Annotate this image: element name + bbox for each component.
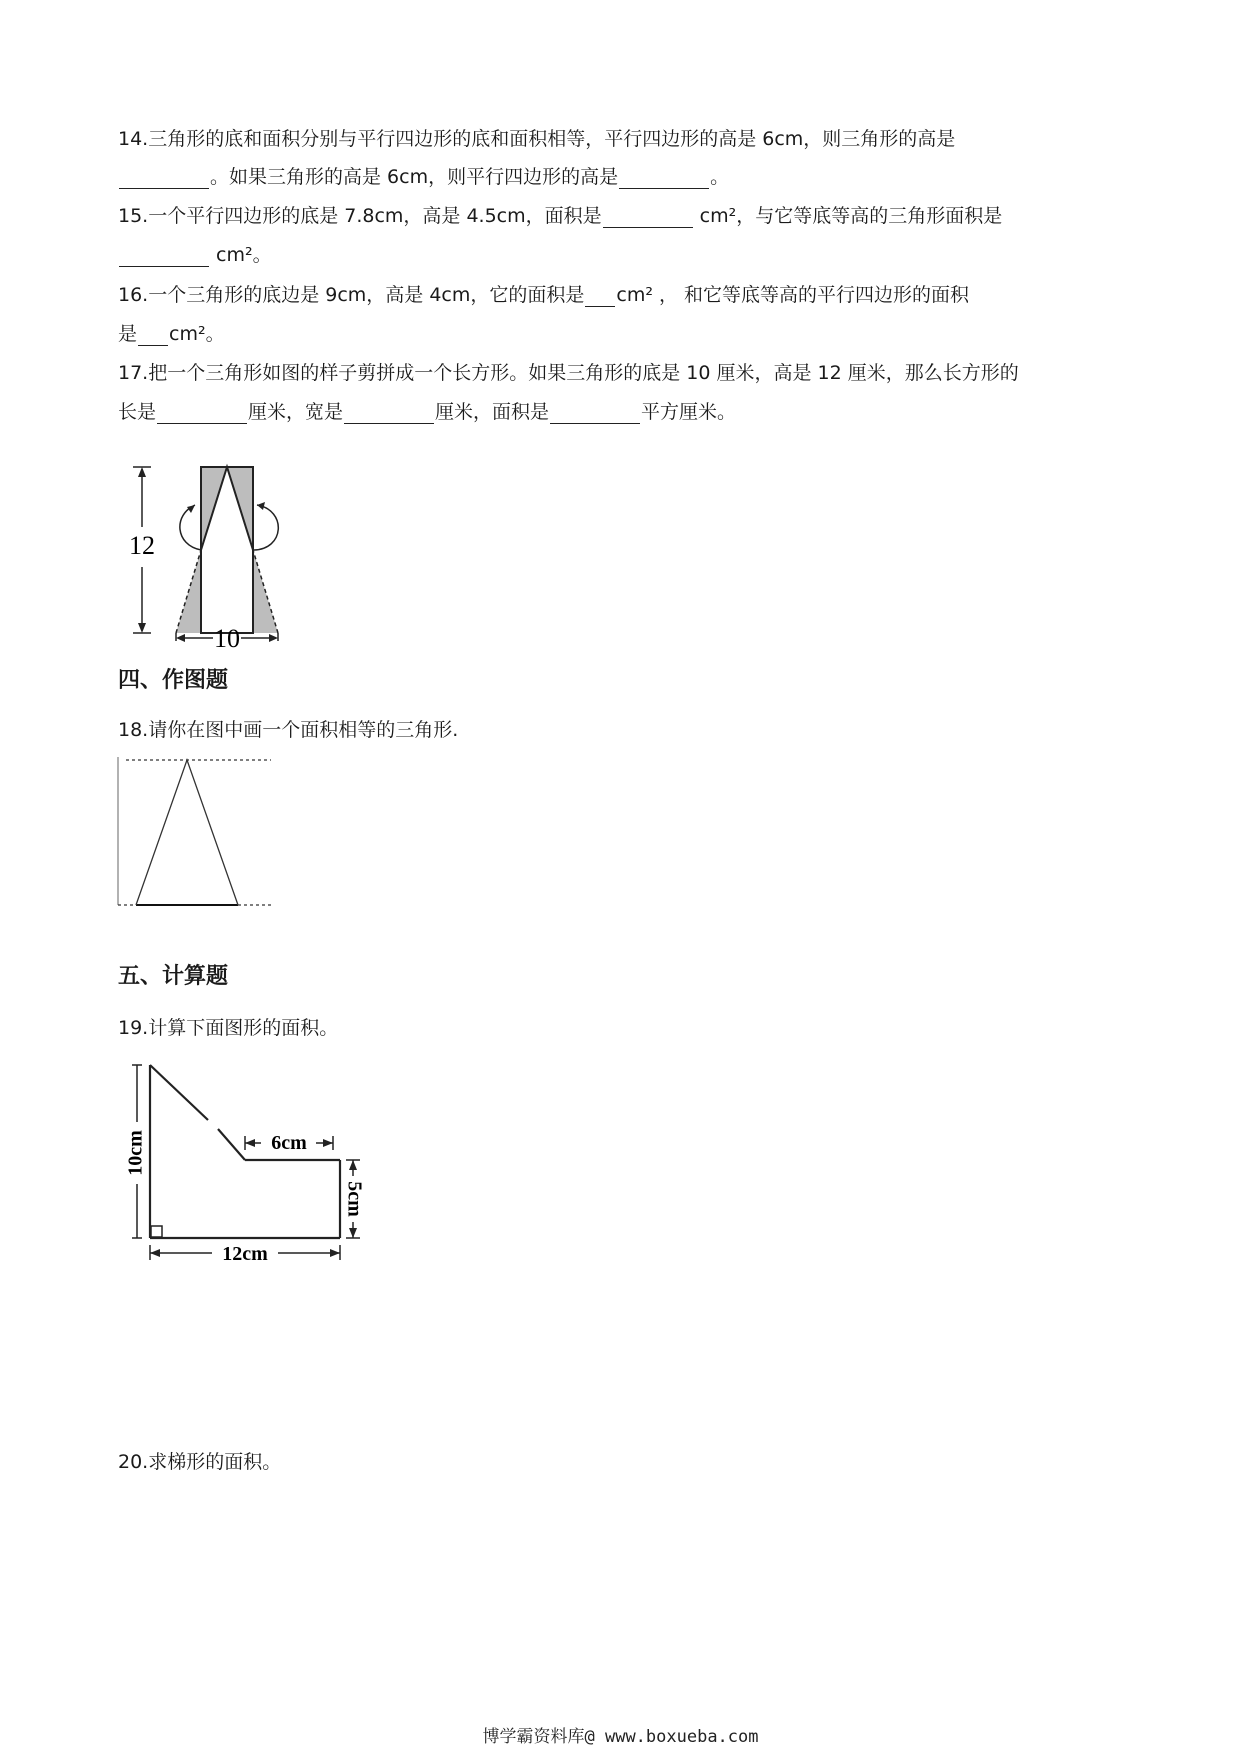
answer-blank[interactable]: [157, 403, 247, 424]
q14-line1: 14.三角形的底和面积分别与平行四边形的底和面积相等，平行四边形的高是 6cm，则三角形的高是: [118, 128, 956, 150]
label-left: 10cm: [124, 1130, 147, 1176]
label-right: 5cm: [343, 1181, 366, 1217]
q19-figure: [124, 1050, 368, 1265]
q16-line1: 16.一个三角形的底边是 9cm，高是 4cm，它的面积是 cm² ， 和它等底等高的平行四边形的面积: [118, 284, 970, 306]
answer-blank[interactable]: [138, 325, 168, 346]
label-top: 6cm: [271, 1132, 307, 1154]
height-label: 12: [129, 531, 155, 560]
answer-blank[interactable]: [119, 246, 209, 267]
q17-line2: 长是 厘米，宽是 厘米，面积是 平方厘米。: [118, 401, 737, 423]
section-4-heading: 四、作图题: [118, 668, 229, 693]
q20-text: 20.求梯形的面积。: [118, 1451, 282, 1473]
q19-text: 19.计算下面图形的面积。: [118, 1017, 339, 1039]
section-5-heading: 五、计算题: [118, 964, 229, 989]
answer-blank[interactable]: [119, 168, 209, 189]
q16-line2: 是 cm²。: [118, 323, 225, 345]
arrow-right: [253, 505, 278, 550]
label-bottom: 12cm: [222, 1243, 268, 1265]
q15-line1: 15.一个平行四边形的底是 7.8cm，高是 4.5cm，面积是 cm²，与它等底等高的三角形面积是: [118, 205, 1003, 227]
q18-text: 18.请你在图中画一个面积相等的三角形.: [118, 719, 459, 741]
q14-line2: 。如果三角形的高是 6cm，则平行四边形的高是 。: [118, 165, 729, 189]
base-label: 10: [214, 624, 240, 653]
answer-blank[interactable]: [619, 168, 709, 189]
answer-blank[interactable]: [603, 207, 693, 228]
q18-figure: [116, 755, 276, 915]
answer-blank[interactable]: [585, 286, 615, 307]
q15-line2: cm²。: [118, 243, 272, 267]
footer-watermark: 博学霸资料库@ www.boxueba.com: [482, 1727, 759, 1747]
q17-line1: 17.把一个三角形如图的样子剪拼成一个长方形。如果三角形的底是 10 厘米，高是 12 厘米，那么长方形的: [118, 362, 1019, 384]
answer-blank[interactable]: [344, 403, 434, 424]
answer-blank[interactable]: [550, 403, 640, 424]
q17-figure: [125, 455, 305, 653]
triangle-sides: [136, 760, 238, 905]
